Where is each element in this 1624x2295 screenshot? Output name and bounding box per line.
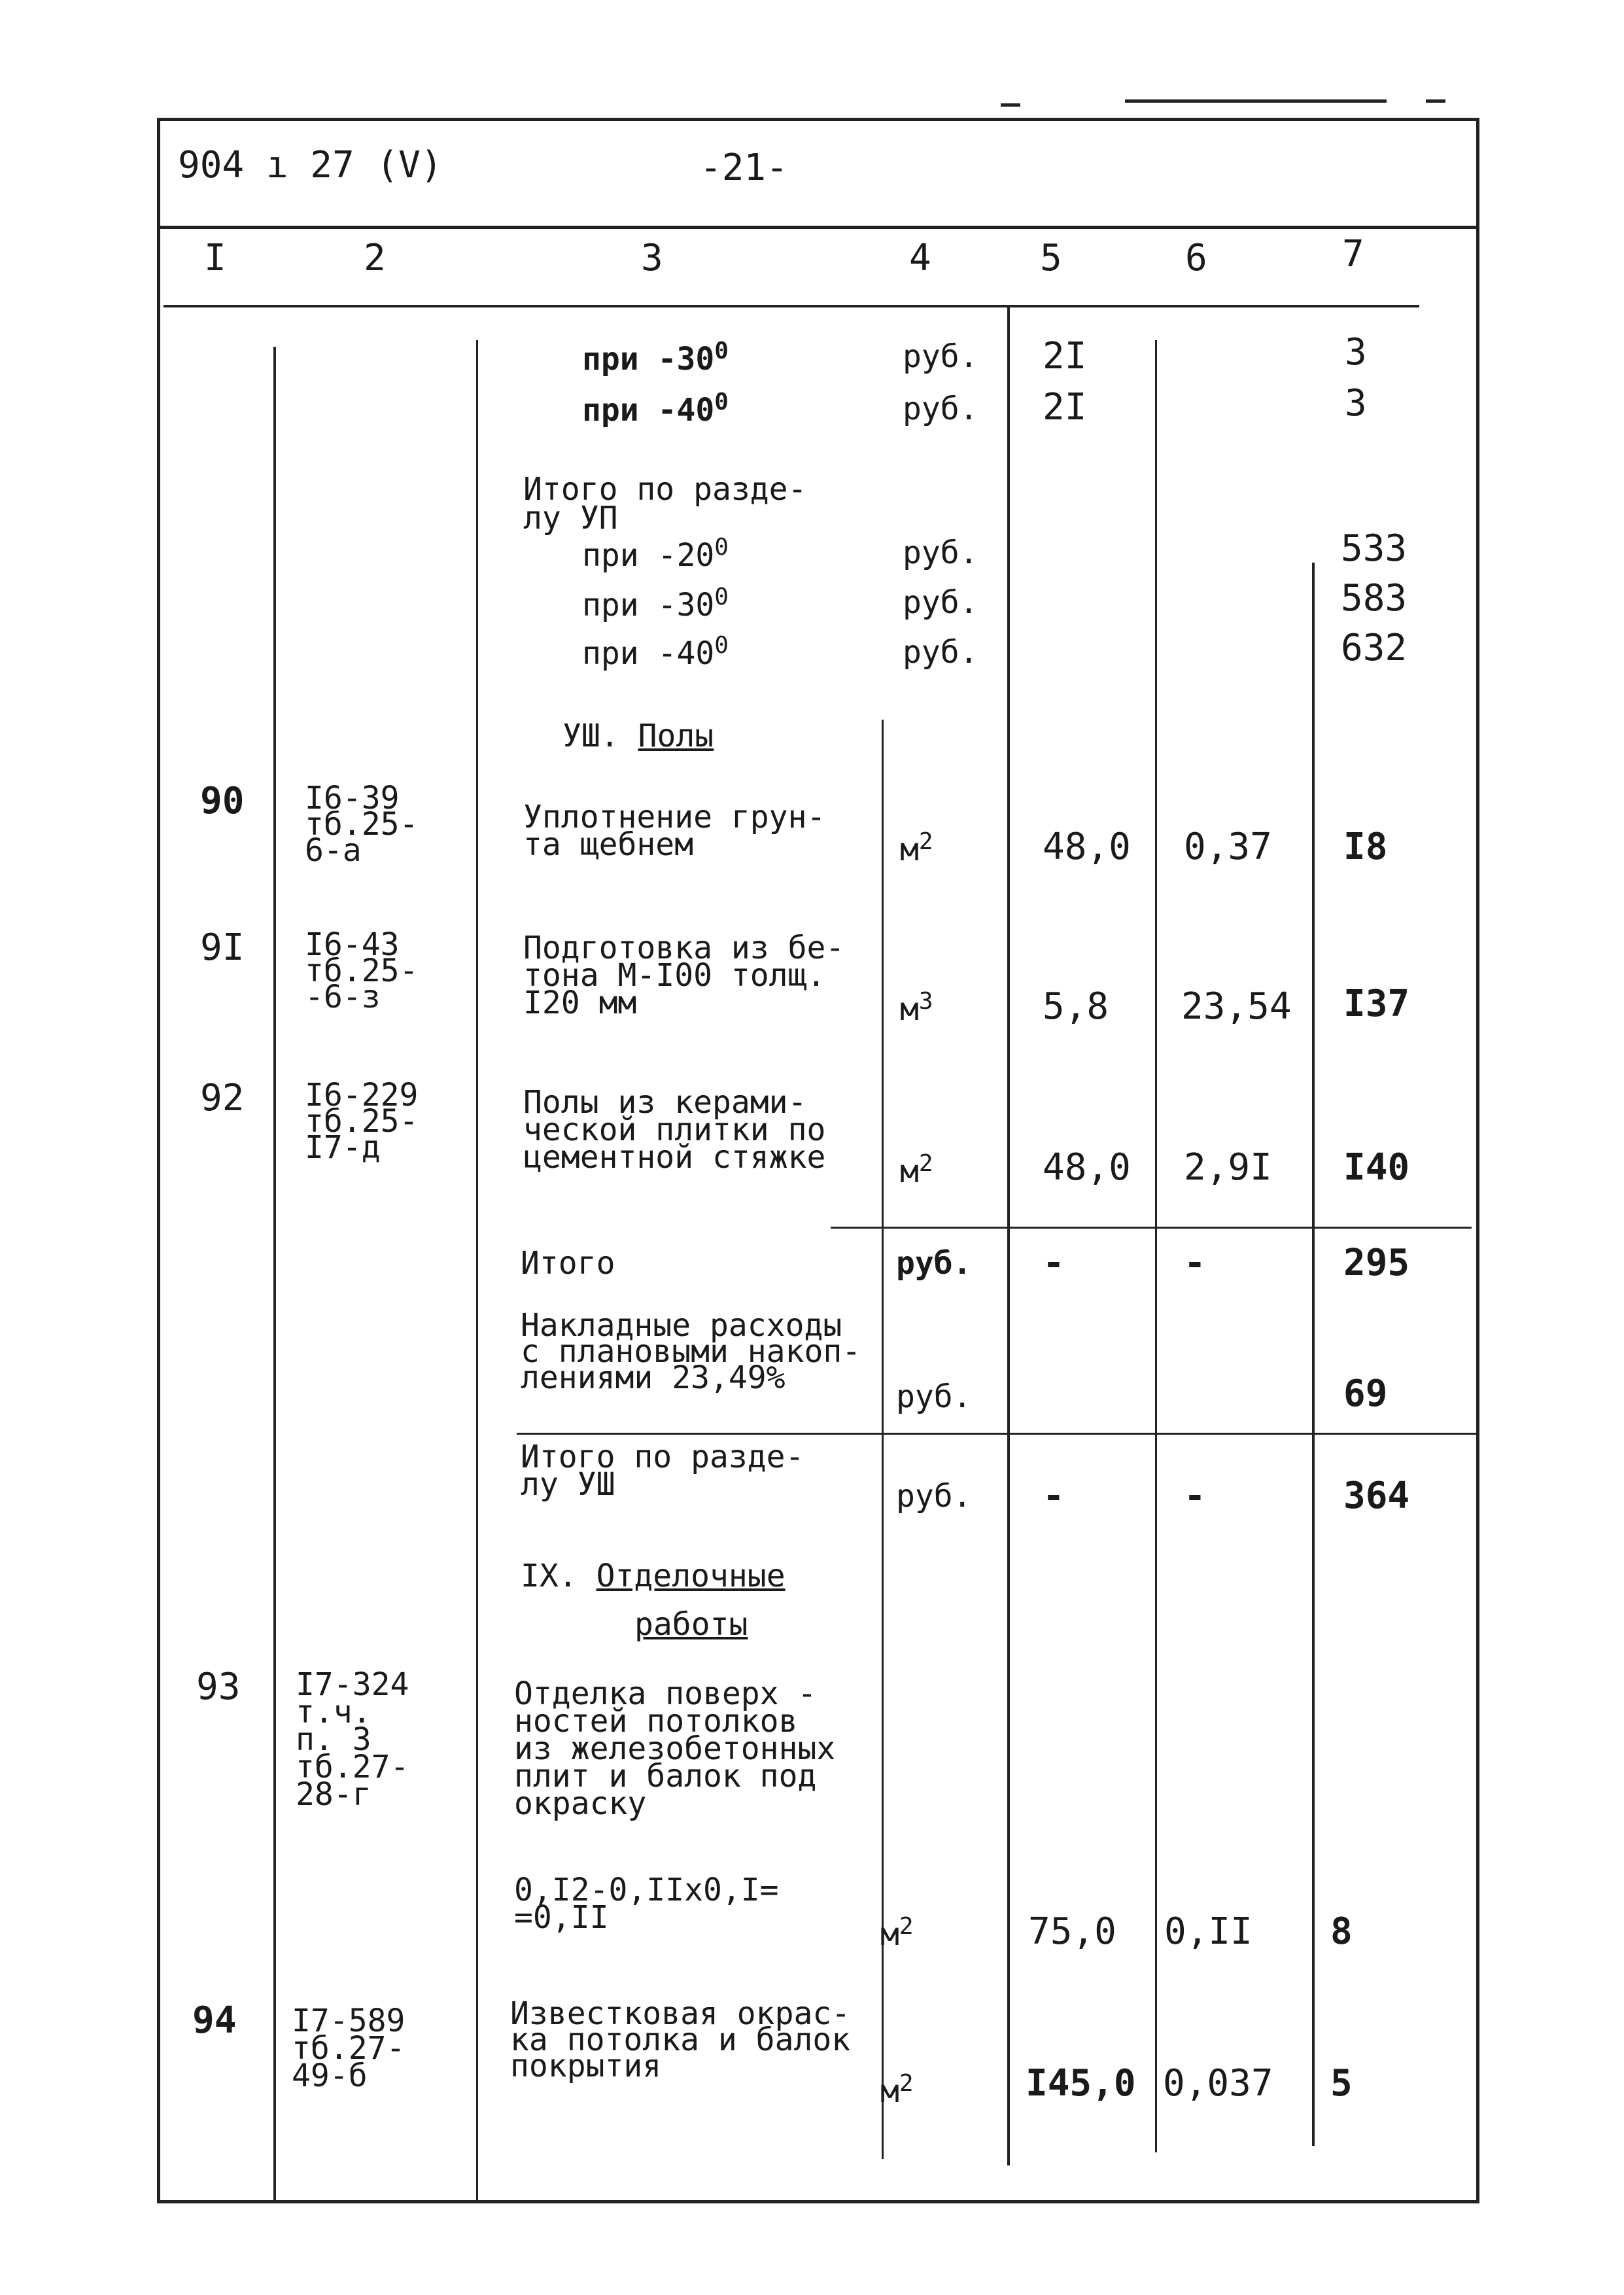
item-code: I6-39 тб.25- 6-а <box>305 780 419 869</box>
item-desc: Полы из керами- ческой плитки по цементной стяжке <box>523 1084 826 1176</box>
item-calc: 0,I2-0,IIх0,I= =0,II <box>514 1872 779 1936</box>
section8-heading: УШ. Полы <box>562 718 714 754</box>
item-unit: $м^3$ <box>900 988 933 1028</box>
col-header-2: 2 <box>364 237 386 279</box>
item-code: I6-43 тб.25- -6-з <box>305 926 419 1015</box>
item-code: I6-229 тб.25- I7-д <box>305 1077 419 1166</box>
col-header-4: 4 <box>909 237 931 279</box>
item-qty: 5,8 <box>1043 985 1109 1028</box>
item-desc: Подготовка из бе- тона М-I00 толщ. I20 мм <box>523 930 845 1021</box>
subtotal-price: - <box>1184 1242 1206 1284</box>
section7-total-unit: руб. <box>903 634 978 671</box>
item-total: I37 <box>1343 983 1410 1025</box>
item-no: 93 <box>196 1666 241 1708</box>
header-divider <box>157 226 1479 229</box>
item-unit: $м^2$ <box>900 1150 933 1190</box>
section7-total-unit: руб. <box>903 534 978 571</box>
col-header-5: 5 <box>1040 237 1062 279</box>
section7-total-amount: 632 <box>1341 627 1408 669</box>
item-no: 90 <box>200 780 245 822</box>
overhead-unit: руб. <box>896 1378 972 1415</box>
subtotal-total: 295 <box>1343 1242 1410 1284</box>
item-total: I8 <box>1343 826 1388 868</box>
item-code: I7-589 тб.27- 49-б <box>292 2003 406 2094</box>
section7-total-label: Итого по разде- лу УП <box>523 471 807 536</box>
section7-total-text: при $-20^0$ <box>582 534 729 574</box>
item-desc: Уплотнение грун- та щебнем <box>523 799 826 863</box>
section7-total-text: при $-40^0$ <box>582 632 729 672</box>
item-price: 0,II <box>1164 1910 1253 1953</box>
item-no: 92 <box>200 1077 245 1119</box>
section8-total-label: Итого по разде- лу УШ <box>521 1439 804 1503</box>
col-header-7: 7 <box>1342 233 1364 275</box>
column-divider <box>1312 563 1315 2146</box>
doc-code: 904 ı 27 (V) <box>178 144 443 186</box>
item-price: 0,037 <box>1163 2062 1273 2105</box>
item-qty: 48,0 <box>1043 1146 1131 1189</box>
subtotal-qty: - <box>1043 1242 1065 1284</box>
item-total: I40 <box>1343 1146 1410 1189</box>
item-desc: Отделка поверх - ностей потолков из железобетонных плит и балок под окраску <box>514 1675 836 1822</box>
item-price: 0,37 <box>1184 826 1272 868</box>
item-price: 23,54 <box>1181 985 1292 1028</box>
item-unit: $м^2$ <box>880 1913 914 1953</box>
subtotal-label: Итого <box>521 1245 615 1282</box>
continuation-text: при $-40^0$ <box>582 389 729 429</box>
item-total: 5 <box>1330 2062 1353 2105</box>
section8-total-total: 364 <box>1343 1475 1410 1517</box>
continuation-qty: 2I <box>1043 335 1087 377</box>
item-qty: I45,0 <box>1026 2062 1136 2105</box>
column-header-rule <box>164 305 1419 307</box>
section8-total-price: - <box>1184 1475 1206 1517</box>
section7-total-text: при $-30^0$ <box>582 584 729 623</box>
item-qty: 75,0 <box>1028 1910 1116 1953</box>
section7-total-amount: 583 <box>1341 577 1408 620</box>
row-separator <box>517 1433 1478 1435</box>
continuation-qty: 2I <box>1043 386 1087 429</box>
continuation-total: 3 <box>1345 331 1367 374</box>
section8-total-qty: - <box>1043 1475 1065 1517</box>
scan-mark <box>1426 99 1445 103</box>
continuation-total: 3 <box>1345 382 1367 425</box>
section8-total-unit: руб. <box>896 1478 972 1515</box>
subtotal-unit: руб. <box>896 1245 972 1282</box>
item-total: 8 <box>1330 1910 1353 1953</box>
column-divider <box>1155 340 1157 2152</box>
col-header-3: 3 <box>641 237 663 279</box>
item-price: 2,9I <box>1184 1146 1272 1189</box>
column-divider <box>476 340 478 2201</box>
section7-total-amount: 533 <box>1341 527 1408 570</box>
item-unit: $м^2$ <box>900 828 933 868</box>
item-qty: 48,0 <box>1043 826 1131 868</box>
scan-mark <box>1125 99 1387 103</box>
continuation-text: при $-30^0$ <box>582 338 729 377</box>
col-header-1: I <box>204 237 226 279</box>
section9-heading-line2: работы <box>634 1606 748 1643</box>
row-separator <box>831 1227 1472 1229</box>
item-unit: $м^2$ <box>880 2070 914 2110</box>
continuation-unit: руб. <box>903 391 978 427</box>
column-divider <box>273 347 276 2201</box>
item-no: 94 <box>192 1999 237 2042</box>
page-number: -21- <box>700 147 788 189</box>
overhead-label: Накладные расходы с плановыми накоп- лениями 23,49% <box>521 1307 861 1396</box>
section7-total-unit: руб. <box>903 584 978 621</box>
column-divider <box>1007 307 1010 2165</box>
continuation-unit: руб. <box>903 338 978 375</box>
overhead-total: 69 <box>1343 1373 1388 1415</box>
item-no: 9I <box>200 926 245 969</box>
section9-heading: IX. Отделочные <box>521 1558 786 1594</box>
scan-mark <box>1001 103 1020 107</box>
item-code: I7-324 т.ч. п. 3 тб.27- 28-г <box>296 1666 409 1813</box>
item-desc: Известковая окрас- ка потолка и балок покрытия <box>510 1995 851 2084</box>
col-header-6: 6 <box>1185 237 1207 279</box>
